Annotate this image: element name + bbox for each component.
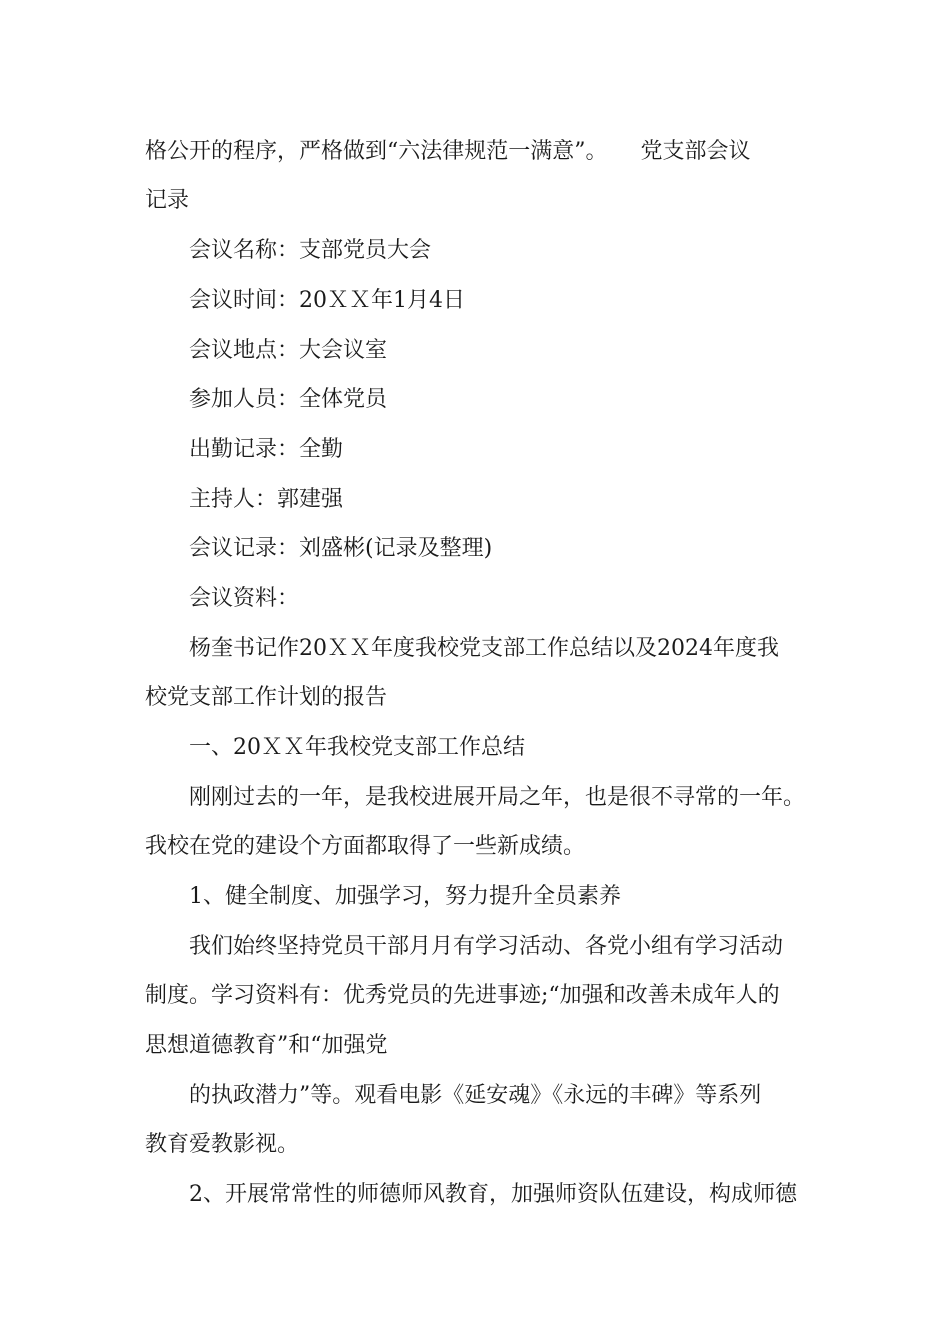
attendance-line: 出勤记录：全勤 — [189, 437, 344, 462]
paragraph-line: 我校在党的建设个方面都取得了一些新成绩。 — [145, 834, 586, 859]
subsection-heading: 2、开展常常性的师德师风教育，加强师资队伍建设，构成师德 — [189, 1182, 797, 1207]
paragraph-line: 思想道德教育”和“加强党 — [145, 1033, 388, 1058]
meeting-name-line: 会议名称：支部党员大会 — [189, 238, 432, 263]
meeting-time-line: 会议时间：20ＸＸ年1月4日 — [189, 288, 465, 313]
paragraph-line: 校党支部工作计划的报告 — [145, 685, 388, 710]
paragraph-line: 格公开的程序，严格做到“六法律规范一满意”。 党支部会议 — [145, 139, 751, 164]
paragraph-line: 刚刚过去的一年，是我校进展开局之年，也是很不寻常的一年。 — [189, 785, 806, 810]
subsection-heading: 1、健全制度、加强学习，努力提升全员素养 — [189, 884, 621, 909]
recorder-line: 会议记录：刘盛彬(记录及整理) — [189, 536, 493, 561]
paragraph-line: 制度。学习资料有：优秀党员的先进事迹;“加强和改善未成年人的 — [145, 983, 780, 1008]
section-heading: 一、20ＸＸ年我校党支部工作总结 — [189, 735, 525, 760]
paragraph-line: 的执政潜力”等。观看电影《延安魂》《永远的丰碑》等系列 — [189, 1083, 762, 1108]
paragraph-line: 记录 — [145, 188, 190, 213]
host-line: 主持人：郭建强 — [189, 487, 344, 512]
paragraph-line: 杨奎书记作20ＸＸ年度我校党支部工作总结以及2024年度我 — [189, 636, 779, 661]
materials-line: 会议资料： — [189, 586, 300, 611]
paragraph-line: 我们始终坚持党员干部月月有学习活动、各党小组有学习活动 — [189, 934, 784, 959]
participants-line: 参加人员：全体党员 — [189, 387, 388, 412]
paragraph-line: 教育爱教影视。 — [145, 1132, 300, 1157]
meeting-location-line: 会议地点：大会议室 — [189, 338, 388, 363]
